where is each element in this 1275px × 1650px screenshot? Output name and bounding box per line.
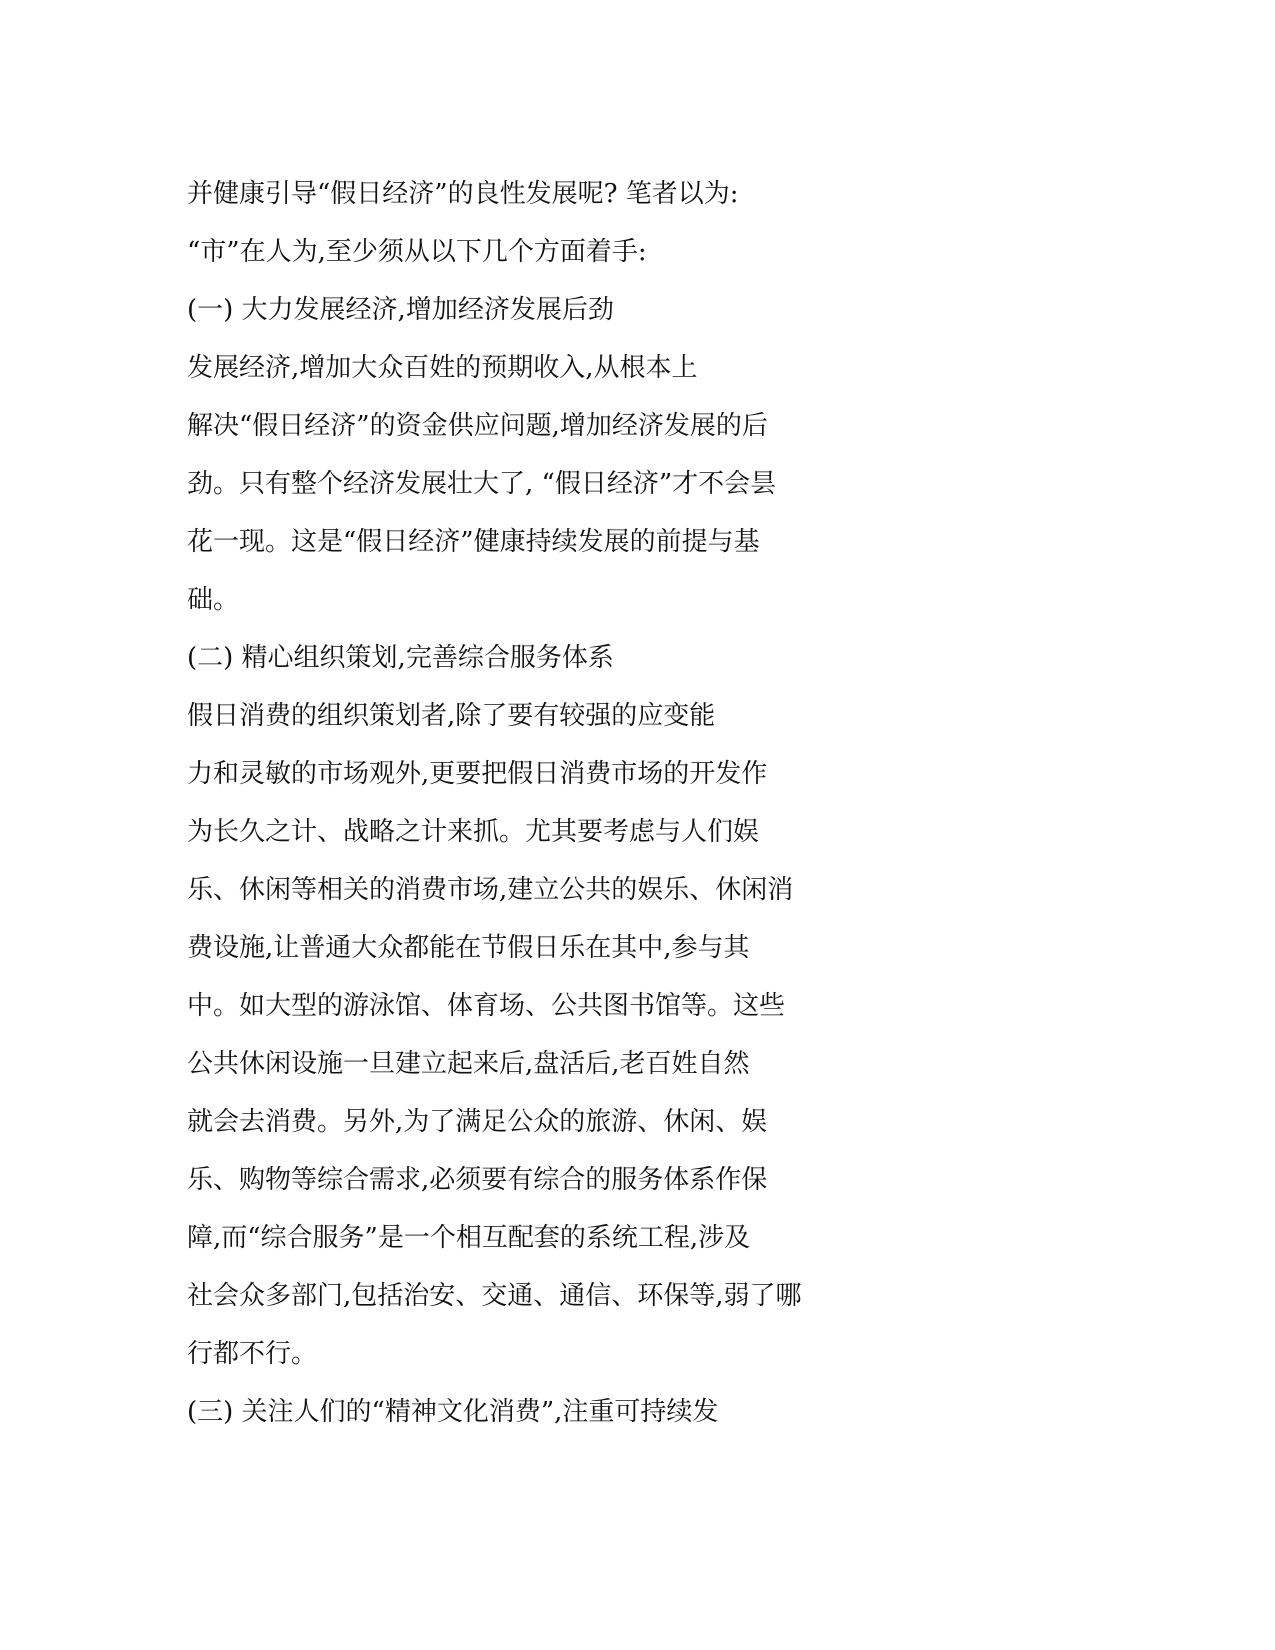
text-line: 乐、休闲等相关的消费市场,建立公共的娱乐、休闲消 xyxy=(187,875,794,905)
text-line: 力和灵敏的市场观外,更要把假日消费市场的开发作 xyxy=(187,759,768,789)
text-line: 为长久之计、战略之计来抓。尤其要考虑与人们娱 xyxy=(187,817,760,847)
text-line: 乐、购物等综合需求,必须要有综合的服务体系作保 xyxy=(187,1165,768,1195)
text-line: “市”在人为,至少须从以下几个方面着手: xyxy=(187,237,647,267)
text-line: 解决“假日经济”的资金供应问题,增加经济发展的后 xyxy=(187,411,768,441)
section-heading-1: (一) 大力发展经济,增加经济发展后劲 xyxy=(187,295,614,325)
text-line: 费设施,让普通大众都能在节假日乐在其中,参与其 xyxy=(187,933,750,963)
section-heading-2: (二) 精心组织策划,完善综合服务体系 xyxy=(187,643,614,673)
section-heading-3: (三) 关注人们的“精神文化消费”,注重可持续发 xyxy=(187,1397,719,1427)
text-line: 中。如大型的游泳馆、体育场、公共图书馆等。这些 xyxy=(187,991,786,1021)
text-line: 就会去消费。另外,为了满足公众的旅游、休闲、娱 xyxy=(187,1107,768,1137)
text-line: 行都不行。 xyxy=(187,1339,318,1369)
text-line: 社会众多部门,包括治安、交通、通信、环保等,弱了哪 xyxy=(187,1281,802,1311)
text-line: 障,而“综合服务”是一个相互配套的系统工程,涉及 xyxy=(187,1223,751,1253)
text-line: 花一现。这是“假日经济”健康持续发展的前提与基 xyxy=(187,527,760,557)
text-line: 发展经济,增加大众百姓的预期收入,从根本上 xyxy=(187,353,698,383)
text-line: 公共休闲设施一旦建立起来后,盘活后,老百姓自然 xyxy=(187,1049,750,1079)
text-line: 假日消费的组织策划者,除了要有较强的应变能 xyxy=(187,701,716,731)
text-line: 础。 xyxy=(187,585,240,615)
text-line: 劲。只有整个经济发展壮大了, “假日经济”才不会昙 xyxy=(187,469,777,499)
text-line: 并健康引导“假日经济”的良性发展呢? 笔者以为: xyxy=(187,179,739,209)
